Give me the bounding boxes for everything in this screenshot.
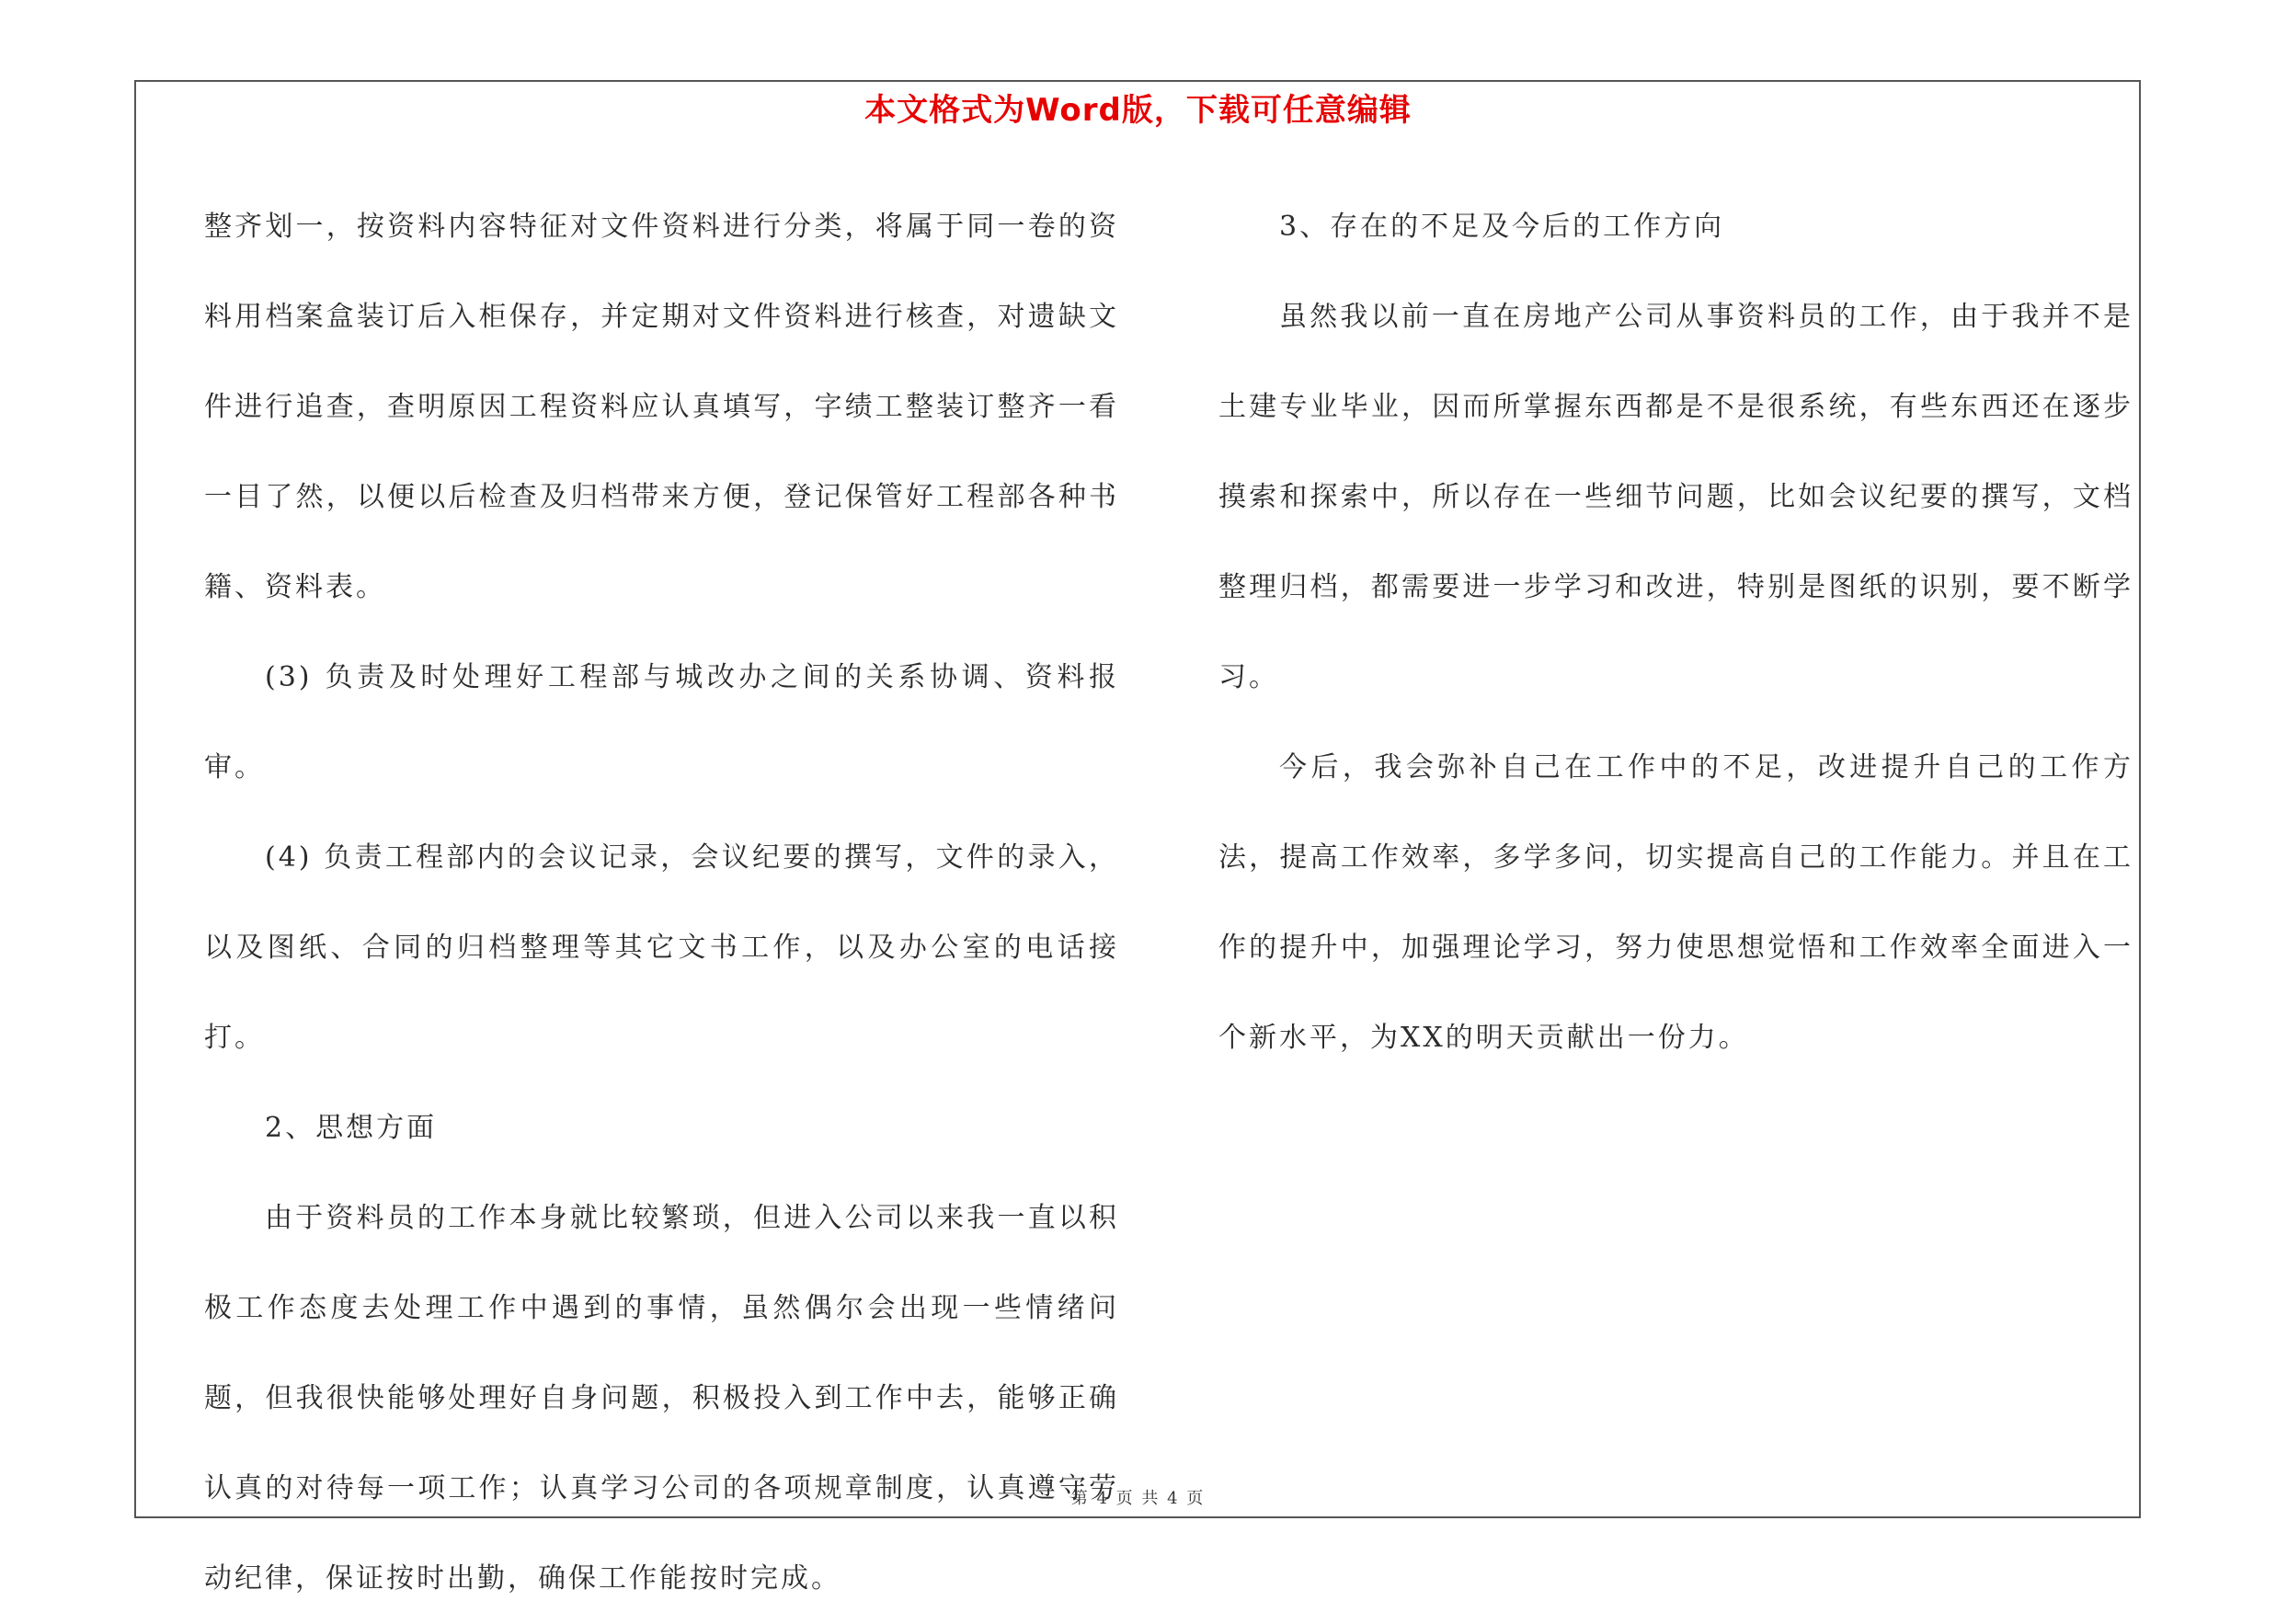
- paragraph: 3、存在的不足及今后的工作方向: [1279, 211, 1725, 243]
- paragraph: 整齐划一，按资料内容特征对文件资料进行分类，将属于同一卷的资料用档案盒装订后入柜保存，并定期对文件资料进行核查，对遗缺文件进行追查，查明原因工程资料应认真填写，字绩工整装订整齐一看一目了然，以便以后检查及归档带来方便，登记保管好工程部各种书籍、资料表。: [204, 211, 1119, 603]
- paragraph: 虽然我以前一直在房地产公司从事资料员的工作，由于我并不是土建专业毕业，因而所掌握东西都是不是很系统，有些东西还在逐步摸索和探索中，所以存在一些细节问题，比如会议纪要的撰写，文档整理归档，都需要进一步学习和改进，特别是图纸的识别，要不断学习。: [1218, 301, 2133, 693]
- page-number-footer: 第 4 页 共 4 页: [1070, 1489, 1206, 1508]
- paragraph: 2、思想方面: [265, 1112, 438, 1144]
- right-column: [1218, 182, 2133, 1083]
- paragraph: 由于资料员的工作本身就比较繁琐，但进入公司以来我一直以积极工作态度去处理工作中遇到的事情，虽然偶尔会出现一些情绪问题，但我很快能够处理好自身问题，积极投入到工作中去，能够正确认真的对待每一项工作；认真学习公司的各项规章制度，认真遵守劳动纪律，保证按时出勤，确保工作能按时完成。: [204, 1202, 1119, 1595]
- paragraph: (3) 负责及时处理好工程部与城改办之间的关系协调、资料报审。: [204, 661, 1119, 783]
- left-column: [204, 182, 1119, 1624]
- format-banner: 本文格式为Word版，下载可任意编辑: [864, 92, 1412, 129]
- paragraph: (4) 负责工程部内的会议记录，会议纪要的撰写，文件的录入，以及图纸、合同的归档整理等其它文书工作，以及办公室的电话接打。: [204, 841, 1119, 1054]
- paragraph: 今后，我会弥补自己在工作中的不足，改进提升自己的工作方法，提高工作效率，多学多问，切实提高自己的工作能力。并且在工作的提升中，加强理论学习，努力使思想觉悟和工作效率全面进入一个新水平，为XX的明天贡献出一份力。: [1218, 751, 2133, 1054]
